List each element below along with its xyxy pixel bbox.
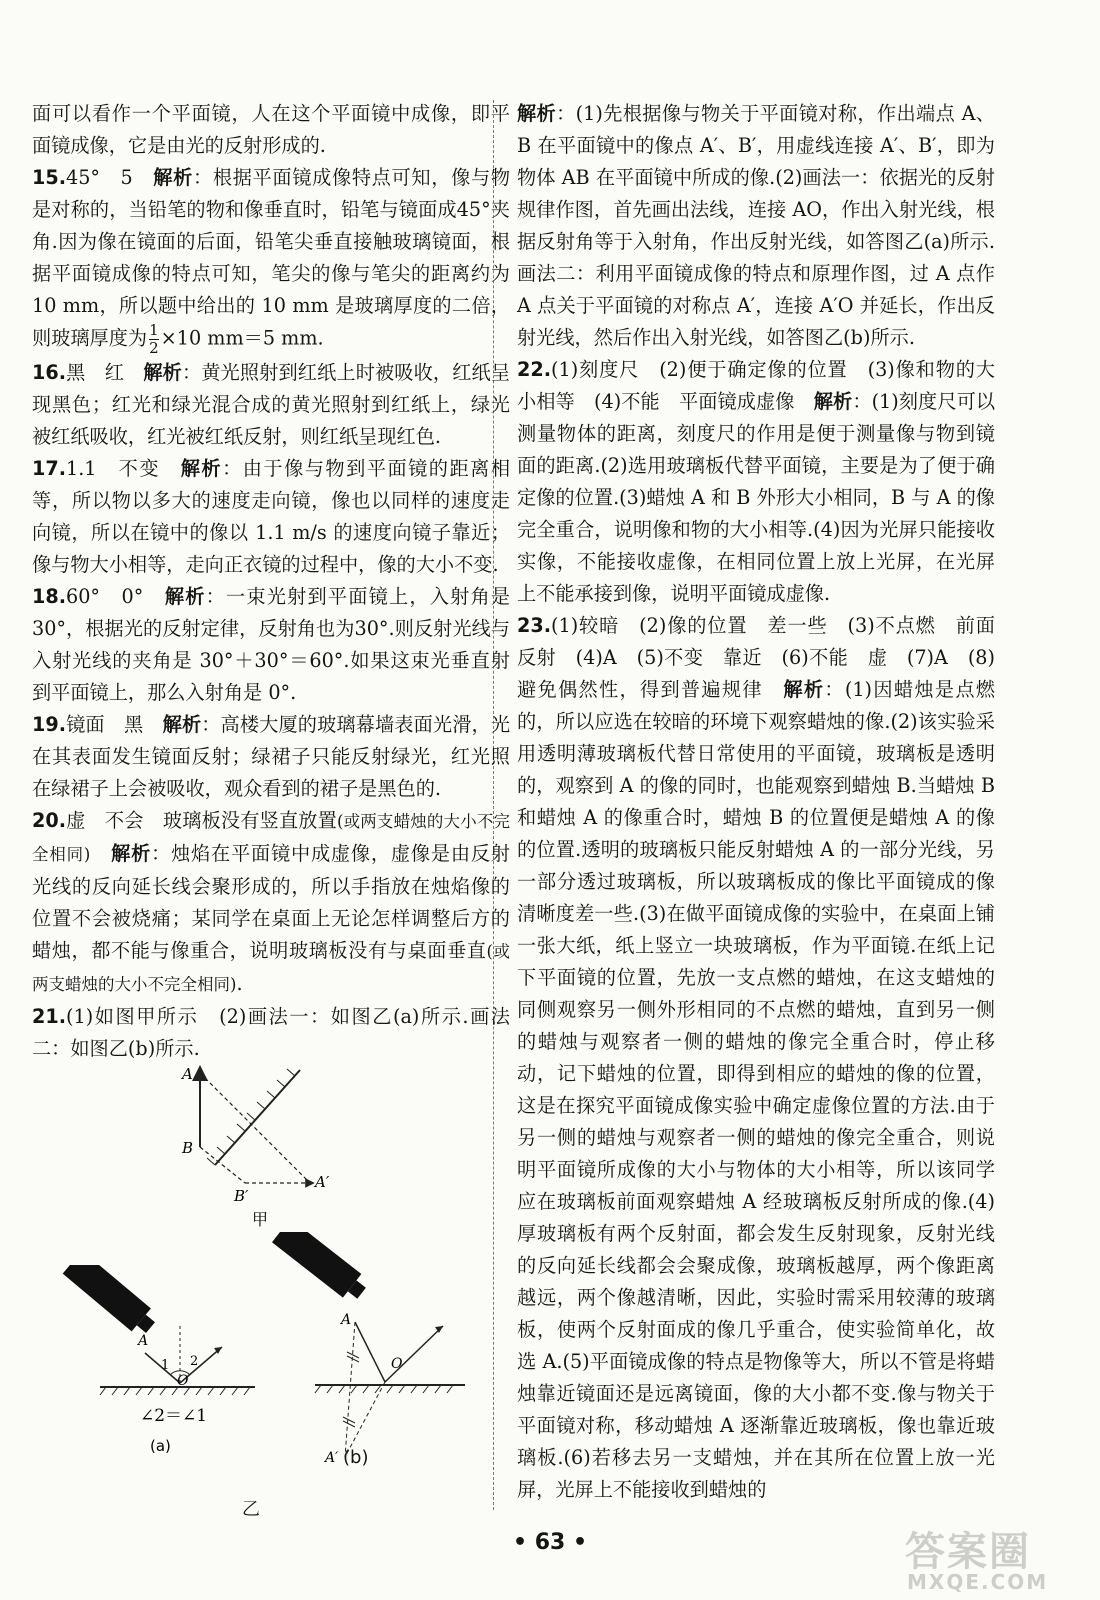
answer-15 (32, 162, 510, 357)
analysis-label: 解析 (813, 390, 853, 413)
analysis-label: 解析 (143, 361, 182, 384)
label-B-prime: B′ (234, 1187, 249, 1205)
question-number: 21. (32, 1005, 66, 1028)
laser-pointer (272, 1232, 361, 1298)
fraction (149, 322, 159, 357)
question-number: 17. (32, 457, 66, 480)
analysis-text: ：高楼大厦的玻璃幕墙表面光滑，光在其表面发生镜面反射；绿裙子只能反射绿光，红光照在绿裙子上会被吸收，观众看到的裙子是黑色的. (32, 713, 511, 800)
watermark-text: 答案圈 (905, 1529, 1031, 1575)
caption-jia: 甲 (252, 1210, 269, 1229)
period: . (236, 972, 243, 995)
answer-text: 镜面 黑 (66, 713, 163, 736)
analysis-label: 解析 (783, 678, 825, 701)
analysis-text: ：(1)因蜡烛是点燃的，所以应选在较暗的环境下观察蜡烛的像.(2)该实验采用透明薄玻璃板代替日常使用的平面镜，玻璃板是透明的，观察到 A 的像的同时，也能观察到蜡烛 B.当蜡烛 B 和蜡烛 A 的像重合时，蜡烛 B 的位置便是蜡烛 A 的像的位置.透明的玻璃板只能反射蜡烛 A 的一部分光线，另一部分透过玻璃板，所以玻璃板成的像比平面镜成的像清晰度差一些.(3)在做平面镜成像的实验中，在桌面上铺一张大纸，纸上竖立一块玻璃板，作为平面镜.在纸上记下平面镜的位置，先放一支点燃的蜡烛，在这支蜡烛的同侧观察另一侧外形相同的不点燃的蜡烛，直到另一侧的蜡烛与观察者一侧的蜡烛的像完全重合时，停止移动，记下蜡烛的位置，即得到相应的蜡烛的像的位置，这是在探究平面镜成像实验中确定虚像位置的方法.由于另一侧的蜡烛与观察者一侧的蜡烛的像完全重合，则说明平面镜所成像的大小与物体的大小相等，所以该同学应在玻璃板前面观察蜡烛 A 经玻璃板反射所成的像.(4)厚玻璃板有两个反射面，都会发生反射现象，反射光线的反向延长线都会会聚成像，玻璃板越厚，两个像距离越远，两个像越清晰，因此，实验时需采用较薄的玻璃板，使两个反射面成的像几乎重合，使实验简单化，故选 A.(5)平面镜成像的特点是物像等大，所以不管是将蜡烛靠近镜面还是远离镜面，像的大小都不变.像与物关于平面镜对称，移动蜡烛 A 逐渐靠近玻璃板，像也靠近玻璃板.(6)若移去另一支蜡烛，并在其所在位置上放一光屏，光屏上不能接收到蜡烛的 (517, 678, 995, 1501)
answer-text: (1)刻度尺 (2)便于确定像的位置 (3)像和物的大小相等 (4)不能 平面镜成虚像 (517, 358, 995, 413)
left-column (32, 98, 510, 1065)
analysis-label: 解析 (517, 102, 557, 125)
figure-jia (170, 1065, 390, 1250)
figure-yi-b (265, 1232, 485, 1482)
label-angle-2: 2 (190, 1354, 199, 1369)
answer-text: 黑 红 (66, 361, 144, 384)
question-number: 16. (32, 361, 66, 384)
answer-text: 虚 不会 玻璃板没有竖直放置 (66, 809, 337, 832)
parenthetical-note: (或两支蜡烛的大小不完全相同) (32, 942, 511, 994)
right-column (517, 98, 1015, 1506)
analysis-text: ：一束光射到平面镜上，入射角是30°，根据光的反射定律，反射角也为30°.则反射光线与入射光线的夹角是 30°＋30°＝60°.如果这束光垂直射到平面镜上，那么入射角是 0°. (32, 585, 511, 704)
label-A-prime: A′ (325, 1450, 339, 1466)
answer-text: (1)如图甲所示 (2)画法一：如图乙(a)所示.画法二：如图乙(b)所示. (32, 1005, 510, 1060)
question-number: 19. (32, 713, 66, 736)
answer-19 (32, 709, 510, 805)
question-number: 22. (517, 358, 551, 381)
watermark-logo (905, 1520, 1095, 1595)
analysis-label: 解析 (162, 713, 202, 736)
label-O: O (177, 1373, 189, 1389)
label-A: A (341, 1312, 352, 1328)
page-number: • 63 • (512, 1530, 588, 1555)
label-angle-1: 1 (161, 1358, 170, 1373)
answer-16 (32, 357, 510, 453)
question-number: 20. (32, 809, 66, 832)
answer-text: 1.1 不变 (66, 457, 181, 480)
analysis-label: 解析 (180, 457, 223, 480)
answer-18 (32, 581, 510, 709)
fraction-denominator: 2 (149, 339, 159, 357)
answer-20 (32, 805, 510, 1001)
analysis-text: ：烛焰在平面镜中成虚像，虚像是由反射光线的反向延长线会聚形成的，所以手指放在烛焰像的位置不会被烧痛；某同学在桌面上无论怎样调整后方的蜡烛，都不能与像重合，说明玻璃板没有与桌面垂直 (32, 842, 510, 962)
analysis-text: ：根据平面镜成像特点可知，像与物是对称的，当铅笔的物和像垂直时，铅笔与镜面成45°夹角.因为像在镜面的后面，铅笔尖垂直接触玻璃镜面，根据平面镜成像的特点可知，笔尖的像与笔尖的距离约为 10 mm，所以题中给出的 10 mm 是玻璃厚度的二倍，则玻璃厚度为 (32, 166, 511, 350)
analysis-text: ：(1)先根据像与物关于平面镜对称，作出端点 A、B 在平面镜中的像点 A′、B′，用虚线连接 A′、B′，即为物体 AB 在平面镜中所成的像.(2)画法一：依据光的反射规律作图，首先画出法线，连接 AO，作出入射光线，根据反射角等于入射角，作出反射光线，如答图乙(a)所示.画法二：利用平面镜成像的特点和原理作图，过 A 点作 A 点关于平面镜的对称点 A′，连接 A′O 并延长，作出反射光线，然后作出入射光线，如答图乙(b)所示. (517, 102, 995, 349)
analysis-label: 解析 (111, 842, 152, 865)
label-A: A (138, 1333, 149, 1349)
analysis-21 (517, 98, 995, 354)
question-number: 18. (32, 585, 66, 608)
analysis-text: ：黄光照射到红纸上时被吸收，红纸呈现黑色；红光和绿光混合成的黄光照射到红纸上，绿光被红纸吸收，红光被红纸反射，则红纸呈现红色. (32, 361, 511, 448)
analysis-text: ：由于像与物到平面镜的距离相等，所以物以多大的速度走向镜，像也以同样的速度走向镜，所以在镜中的像以 1.1 m/s 的速度向镜子靠近；像与物大小相等，走向正衣镜的过程中，像的大小不变. (32, 457, 511, 576)
analysis-text: ：(1)刻度尺可以测量物体的距离，刻度尺的作用是便于测量像与物到镜面的距离.(2)选用玻璃板代替平面镜，主要是为了便于确定像的位置.(3)蜡烛 A 和 B 外形大小相同，B 与 A 的像完全重合，说明像和物的大小相等.(4)因为光屏只能接收实像，不能接收虚像，在相同位置上放上光屏，在光屏上不能承接到像，说明平面镜成虚像. (517, 390, 996, 605)
figure-yi-a-diagram (50, 1265, 260, 1480)
answer-17 (32, 453, 510, 581)
label-O: O (391, 1356, 403, 1372)
figure-yi-a (50, 1265, 260, 1480)
answer-22 (517, 354, 995, 610)
label-A-prime: A′ (315, 1173, 330, 1191)
answer-text: 60° 0° (66, 585, 165, 608)
angle-equation: ∠2＝∠1 (140, 1406, 208, 1426)
analysis-label: 解析 (164, 585, 206, 608)
label-A: A (182, 1065, 193, 1083)
sub-caption-b: (b) (343, 1447, 369, 1468)
continued-paragraph: 面可以看作一个平面镜，人在这个平面镜中成像，即平面镜成像，它是由光的反射形成的. (32, 102, 510, 157)
sub-caption-a: (a) (150, 1437, 171, 1455)
fraction-numerator: 1 (149, 321, 159, 339)
laser-pointer (63, 1265, 151, 1331)
figure-yi-b-diagram (265, 1232, 485, 1482)
answer-23 (517, 610, 1015, 1506)
figure-jia-diagram (170, 1065, 390, 1250)
answer-text: (1)较暗 (2)像的位置 差一些 (3)不点燃 前面 反射 (4)A (5)不变 靠近 (6)不能 虚 (7)A (8)避免偶然性，得到普遍规律 (517, 614, 1015, 701)
label-B: B (182, 1139, 194, 1157)
answer-21 (32, 1001, 510, 1065)
analysis-label: 解析 (153, 166, 193, 189)
caption-yi: 乙 (242, 1499, 260, 1520)
mirror-line (215, 1070, 300, 1165)
analysis-tail: ×10 mm＝5 mm. (160, 326, 324, 350)
watermark-url: MXQE.COM (907, 1570, 1049, 1594)
question-number: 23. (517, 614, 551, 637)
question-number: 15. (32, 166, 66, 189)
answer-text: 45° 5 (66, 166, 154, 189)
parenthetical-note: (或两支蜡烛的大小不完全相同) (32, 812, 511, 864)
